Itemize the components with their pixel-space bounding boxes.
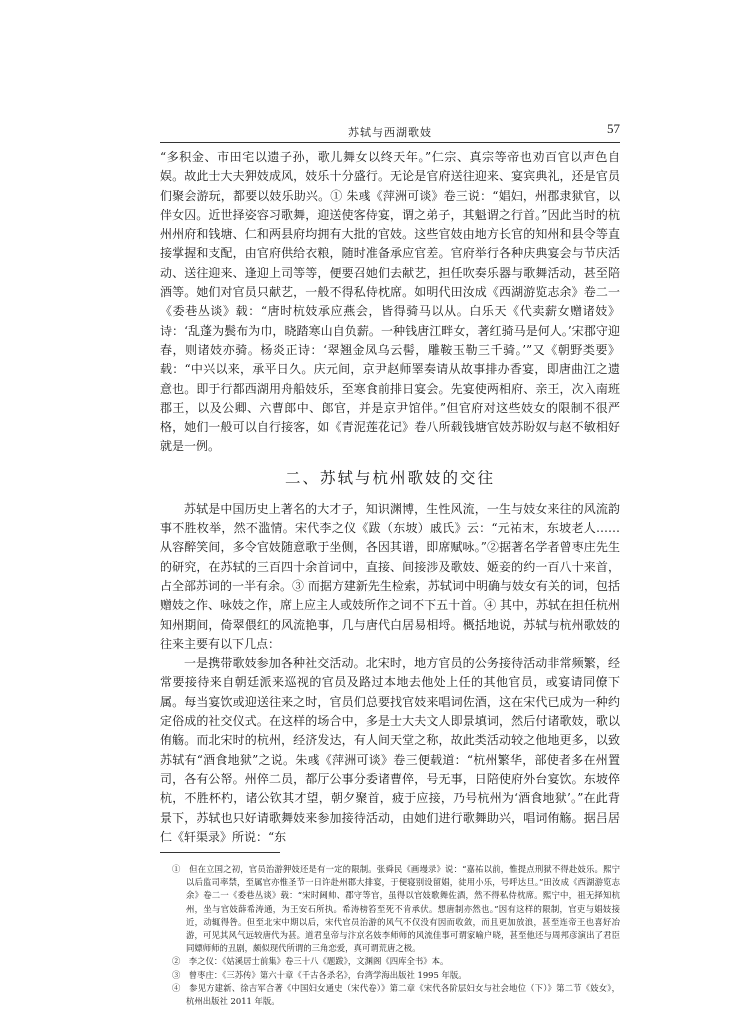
footnote: ④ 参见方建新、徐吉军合著《中国妇女通史（宋代卷）》第二章《宋代各阶层妇女与社会地位（下）》第二节《妓女》，杭州出版社 2011 年版。 [172, 982, 620, 1007]
footnotes [160, 852, 620, 1008]
body-paragraph: “多积金、市田宅以遗子孙，歌儿舞女以终天年。”仁宗、真宗等帝也劝百官以声色自娱。故此士大夫狎妓成风，妓乐十分盛行。无论是官府送往迎来、宴宾典礼，还是官员们聚会游玩，都要以妓乐助兴。① 朱彧《萍洲可谈》卷三说：“娼妇，州郡隶狱官，以伴女囚。近世择姿容习歌舞，迎送使客侍宴，谓之弟子，其魁谓之行首。”因此当时的杭州州府和钱塘、仁和两县府均拥有大批的官妓。这些官妓由地方长官的知州和县令等直接掌握和支配，由官府供给衣粮，随时准备承应官差。官府举行各种庆典宴会与节庆活动、送往迎来、逢迎上司等等，便要召她们去献艺，担任吹奏乐器与歌舞活动，甚至陪酒等。她们对官员只献艺，一般不得私侍枕席。如明代田汝成《西湖游览志余》卷二一《委巷丛谈》载：“唐时杭妓承应燕会，皆得骑马以从。白乐天《代卖薪女赠诸妓》诗：‘乱蓬为鬓布为巾，晓踏寒山自负薪。一种钱唐江畔女，著红骑马是何人。’宋郡守迎春，则诸妓亦骑。杨炎正诗：‘翠翘金凤乌云髻，雕鞍玉勒三千骑。’”又《朝野类要》载：“中兴以来，承平日久。庆元间，京尹赵师睪奏请从故事排办香宴，即唐曲江之遗意也。即于行都西湖用舟船妓乐，至寒食前排日宴会。先宴使两相府、亲王，次入南班郡王，以及公卿、六曹郎中、郎官，并是京尹馆伴。”但官府对这些妓女的限制不很严格，她们一般可以自行接客，如《青泥莲花记》卷八所载钱塘官妓苏盼奴与赵不敏相好就是一例。 [160, 150, 620, 454]
body-paragraph: 一是携带歌妓参加各种社交活动。北宋时，地方官员的公务接待活动非常频繁，经常要接待来自朝廷派来巡视的官员及路过本地去他处上任的其他官员，或宴请同僚下属。每当宴饮或迎送往来之时，官员们总要找官妓来唱词佐酒，这在宋代已成为一种约定俗成的社交仪式。在这样的场合中，多是士大夫文人即景填词，然后付诸歌妓，歌以侑觞。而北宋时的杭州，经济发达，有人间天堂之称，故此类活动较之他地更多，以致苏轼有“酒食地狱”之说。朱彧《萍洲可谈》卷三便载道：“杭州繁华，部使者多在州置司，各有公帑。州倅二员，都厅公事分委诸曹倅，号无事，日陪使府外台宴饮。东坡倅杭，不胜杯杓，诸公钦其才望，朝夕聚首，疲于应接，乃号杭州为‘酒食地狱’。”在此背景下，苏轼也只好请歌舞妓来参加接待活动，由她们进行歌舞助兴，唱词侑觞。据吕居仁《轩渠录》所说：“东 [160, 656, 620, 844]
running-header [160, 120, 620, 143]
footnote: ② 李之仪：《姑溪居士前集》卷三十八《题跋》，文渊阁《四库全书》本。 [172, 956, 449, 967]
footnote-divider [160, 852, 280, 853]
footnote: ③ 曾枣庄：《三苏传》第六十章《千古各杀名》，台湾学海出版社 1995 年版。 [172, 969, 467, 980]
section-heading: 二、苏轼与杭州歌妓的交往 [284, 468, 495, 487]
main-text [160, 148, 620, 847]
running-title: 苏轼与西湖歌妓 [348, 126, 432, 139]
footnote: ① 但在立国之初，官员治游狎妓还是有一定的限制。张舜民《画墁录》说：“嘉祐以前，惟提点刑狱不得赴妓乐。熙宁以后监司率禁，至属官亦惟圣节一日许赴州郡大排宴，于便寝别设留娼，徒用小乐，号呼达旦。”田汝成《西湖游览志余》卷二一《委巷丛谈》载：“宋时阃帅、郡守等官，虽得以官妓歌舞佐酒，然不得私侍枕席。熙宁中，祖无择知杭州，坐与官妓薛希涛通，为王安石所执。希涛榜笞至死不肯承伏。想唐制亦然也。”因有这样的限制，官吏与娼妓接近，动辄得咎。但至北宋中期以后，宋代官员治游的风气不仅没有因而收敛，而且更加放浪，甚至连帝王也喜好冶游，可见其风气远较唐代为甚。道君皇帝与汴京名妓李师师的风流佳事可谓家喻户晓，甚至他还与周邦彦演出了君臣同嫖师师的丑剧，颇似现代所谓的三角恋爱，真可谓荒唐之极。 [172, 864, 620, 954]
body-paragraph: 苏轼是中国历史上著名的大才子，知识渊博，生性风流，一生与妓女来往的风流韵事不胜枚举，然不滥情。宋代李之仪《跋（东坡）戚氏》云：“元祐末，东坡老人……从容醉笑间，多令官妓随意歌于坐侧，各因其谱，即席赋咏。”②据著名学者曾枣庄先生的研究，在苏轼的三百四十余首词中，直接、间接涉及歌妓、姬妾的约一百八十来首，占全部苏词的一半有余。③ 而据方建新先生检索，苏轼词中明确与妓女有关的词，包括赠妓之作、咏妓之作，席上应主人或妓所作之词不下五十首。④ 其中，苏轼在担任杭州知州期间，倚翠偎红的风流艳事，几与唐代白居易相埒。概括地说，苏轼与杭州歌妓的往来主要有以下几点： [160, 501, 620, 651]
page-number: 57 [607, 121, 620, 136]
